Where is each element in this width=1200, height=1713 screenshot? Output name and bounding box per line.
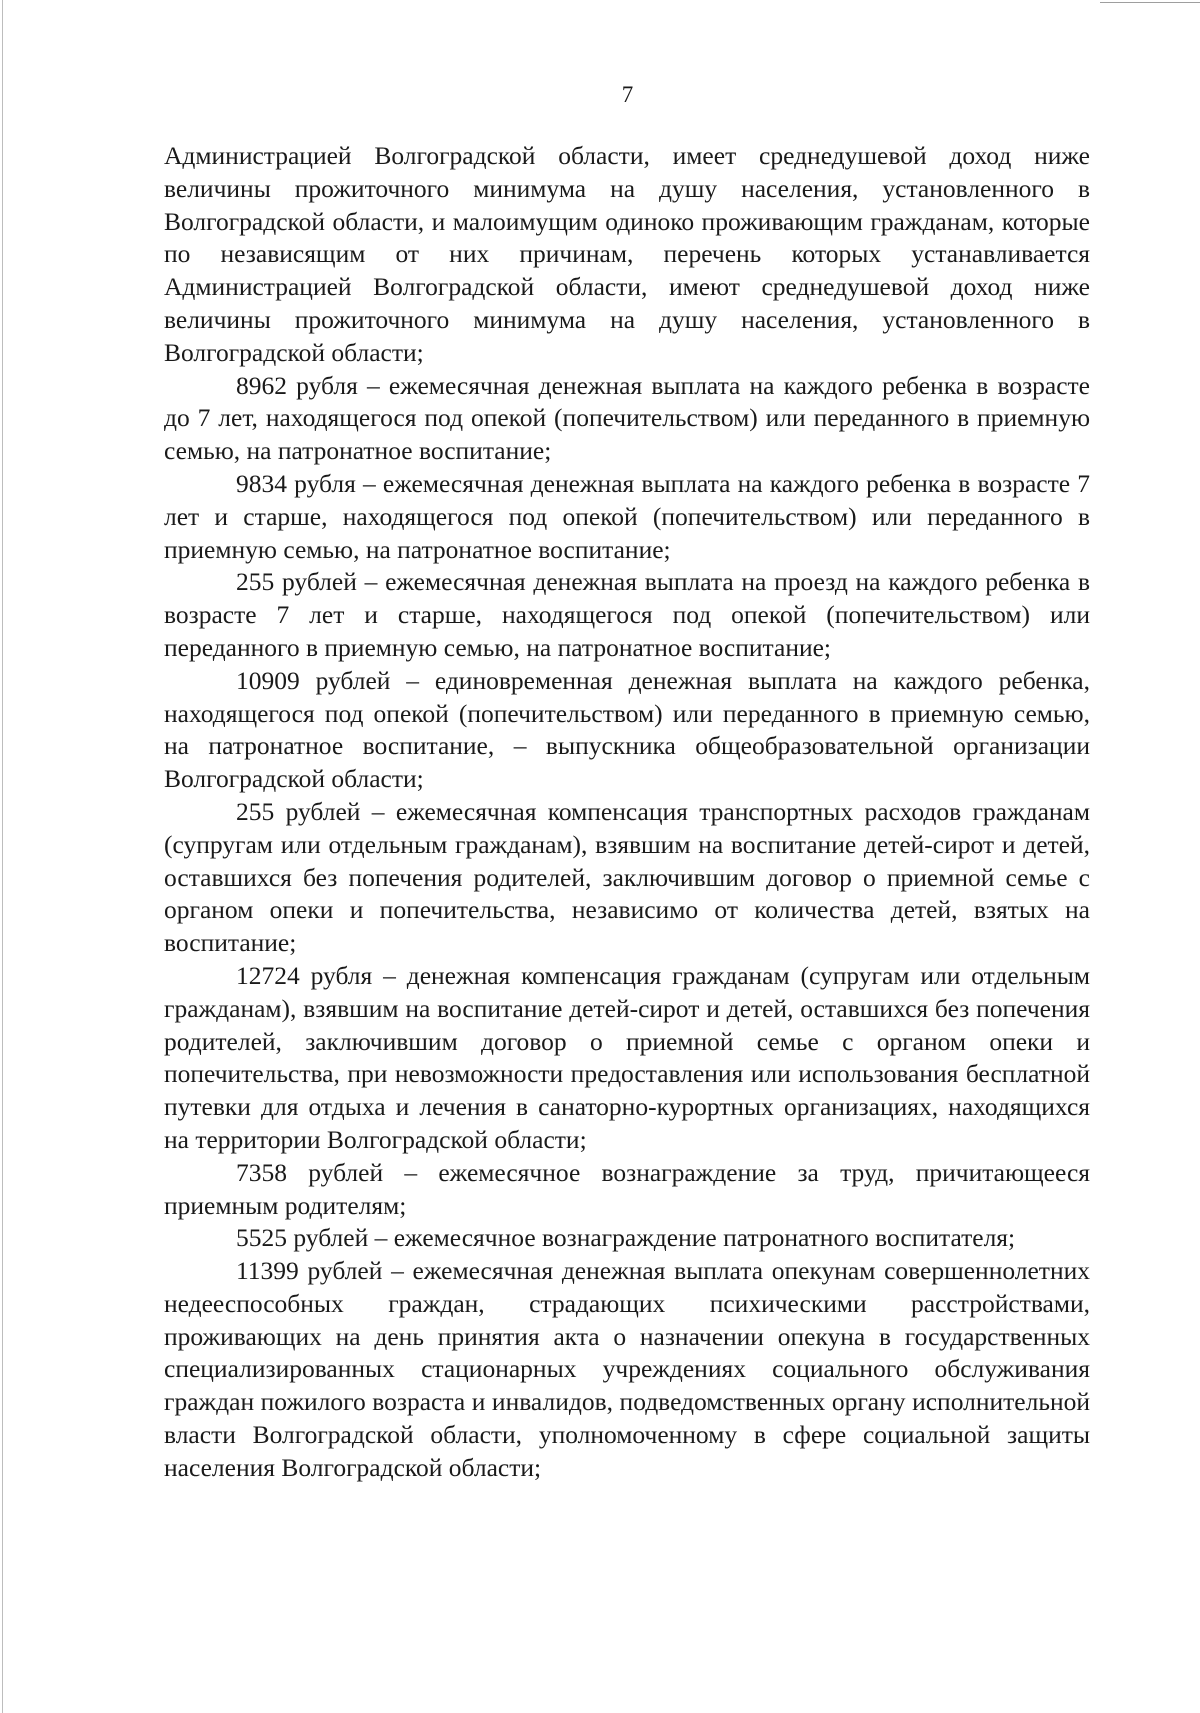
paragraph-7358: 7358 рублей – ежемесячное вознаграждение за труд, причитающееся приемным родителям; <box>164 1157 1090 1220</box>
paragraph-12724: 12724 рубля – денежная компенсация гражданам (супругам или отдельным гражданам), взявшим на воспитание детей-сирот и детей, оставшихся без попечения родителей, заключившим договор о приемной семье с органом опеки и попечительства, при невозможности предоставления или использования бесплатной путевки для отдыха и лечения в санаторно-курортных организациях, находящихся на территории Волгоградской области; <box>164 960 1090 1154</box>
paragraph-5525: 5525 рублей – ежемесячное вознаграждение патронатного воспитателя; <box>236 1223 1016 1253</box>
paragraph-255-transport: 255 рублей – ежемесячная компенсация транспортных расходов гражданам (супругам или отдельным гражданам), взявшим на воспитание детей-сирот и детей, оставшихся без попечения родителей, заключившим договор о приемной семье с органом опеки и попечительства, независимо от количества детей, взятых на воспитание; <box>164 796 1090 958</box>
paragraph-8962: 8962 рубля – ежемесячная денежная выплата на каждого ребенка в возрасте до 7 лет, находящегося под опекой (попечительством) или переданного в приемную семью, на патронатное воспитание; <box>164 370 1090 466</box>
document-body <box>164 140 1090 1485</box>
paragraph-11399: 11399 рублей – ежемесячная денежная выплата опекунам совершеннолетних недееспособных граждан, страдающих психическими расстройствами, проживающих на день принятия акта о назначении опекуна в государственных специализированных стационарных учреждениях социального обслуживания граждан пожилого возраста и инвалидов, подведомственных органу исполнительной власти Волгоградской области, уполномоченному в сфере социальной защиты населения Волгоградской области; <box>164 1256 1090 1482</box>
paragraph-9834: 9834 рубля – ежемесячная денежная выплата на каждого ребенка в возрасте 7 лет и старше, находящегося под опекой (попечительством) или переданного в приемную семью, на патронатное воспитание; <box>164 468 1090 564</box>
paragraph-10909: 10909 рублей – единовременная денежная выплата на каждого ребенка, находящегося под опекой (попечительством) или переданного в приемную семью, на патронатное воспитание, – выпускника общеобразовательной организации Волгоградской области; <box>164 665 1090 794</box>
scan-edge-top <box>1100 2 1200 3</box>
paragraph-continuation: Администрацией Волгоградской области, имеет среднедушевой доход ниже величины прожиточного минимума на душу населения, установленного в Волгоградской области, и малоимущим одиноко проживающим гражданам, которые по независящим от них причинам, перечень которых устанавливается Администрацией Волгоградской области, имеют среднедушевой доход ниже величины прожиточного минимума на душу населения, установленного в Волгоградской области; <box>164 141 1090 367</box>
paragraph-255-travel: 255 рублей – ежемесячная денежная выплата на проезд на каждого ребенка в возрасте 7 лет и старше, находящегося под опекой (попечительством) или переданного в приемную семью, на патронатное воспитание; <box>164 567 1090 662</box>
page-number: 7 <box>621 82 634 107</box>
scan-edge-left <box>2 0 3 1713</box>
